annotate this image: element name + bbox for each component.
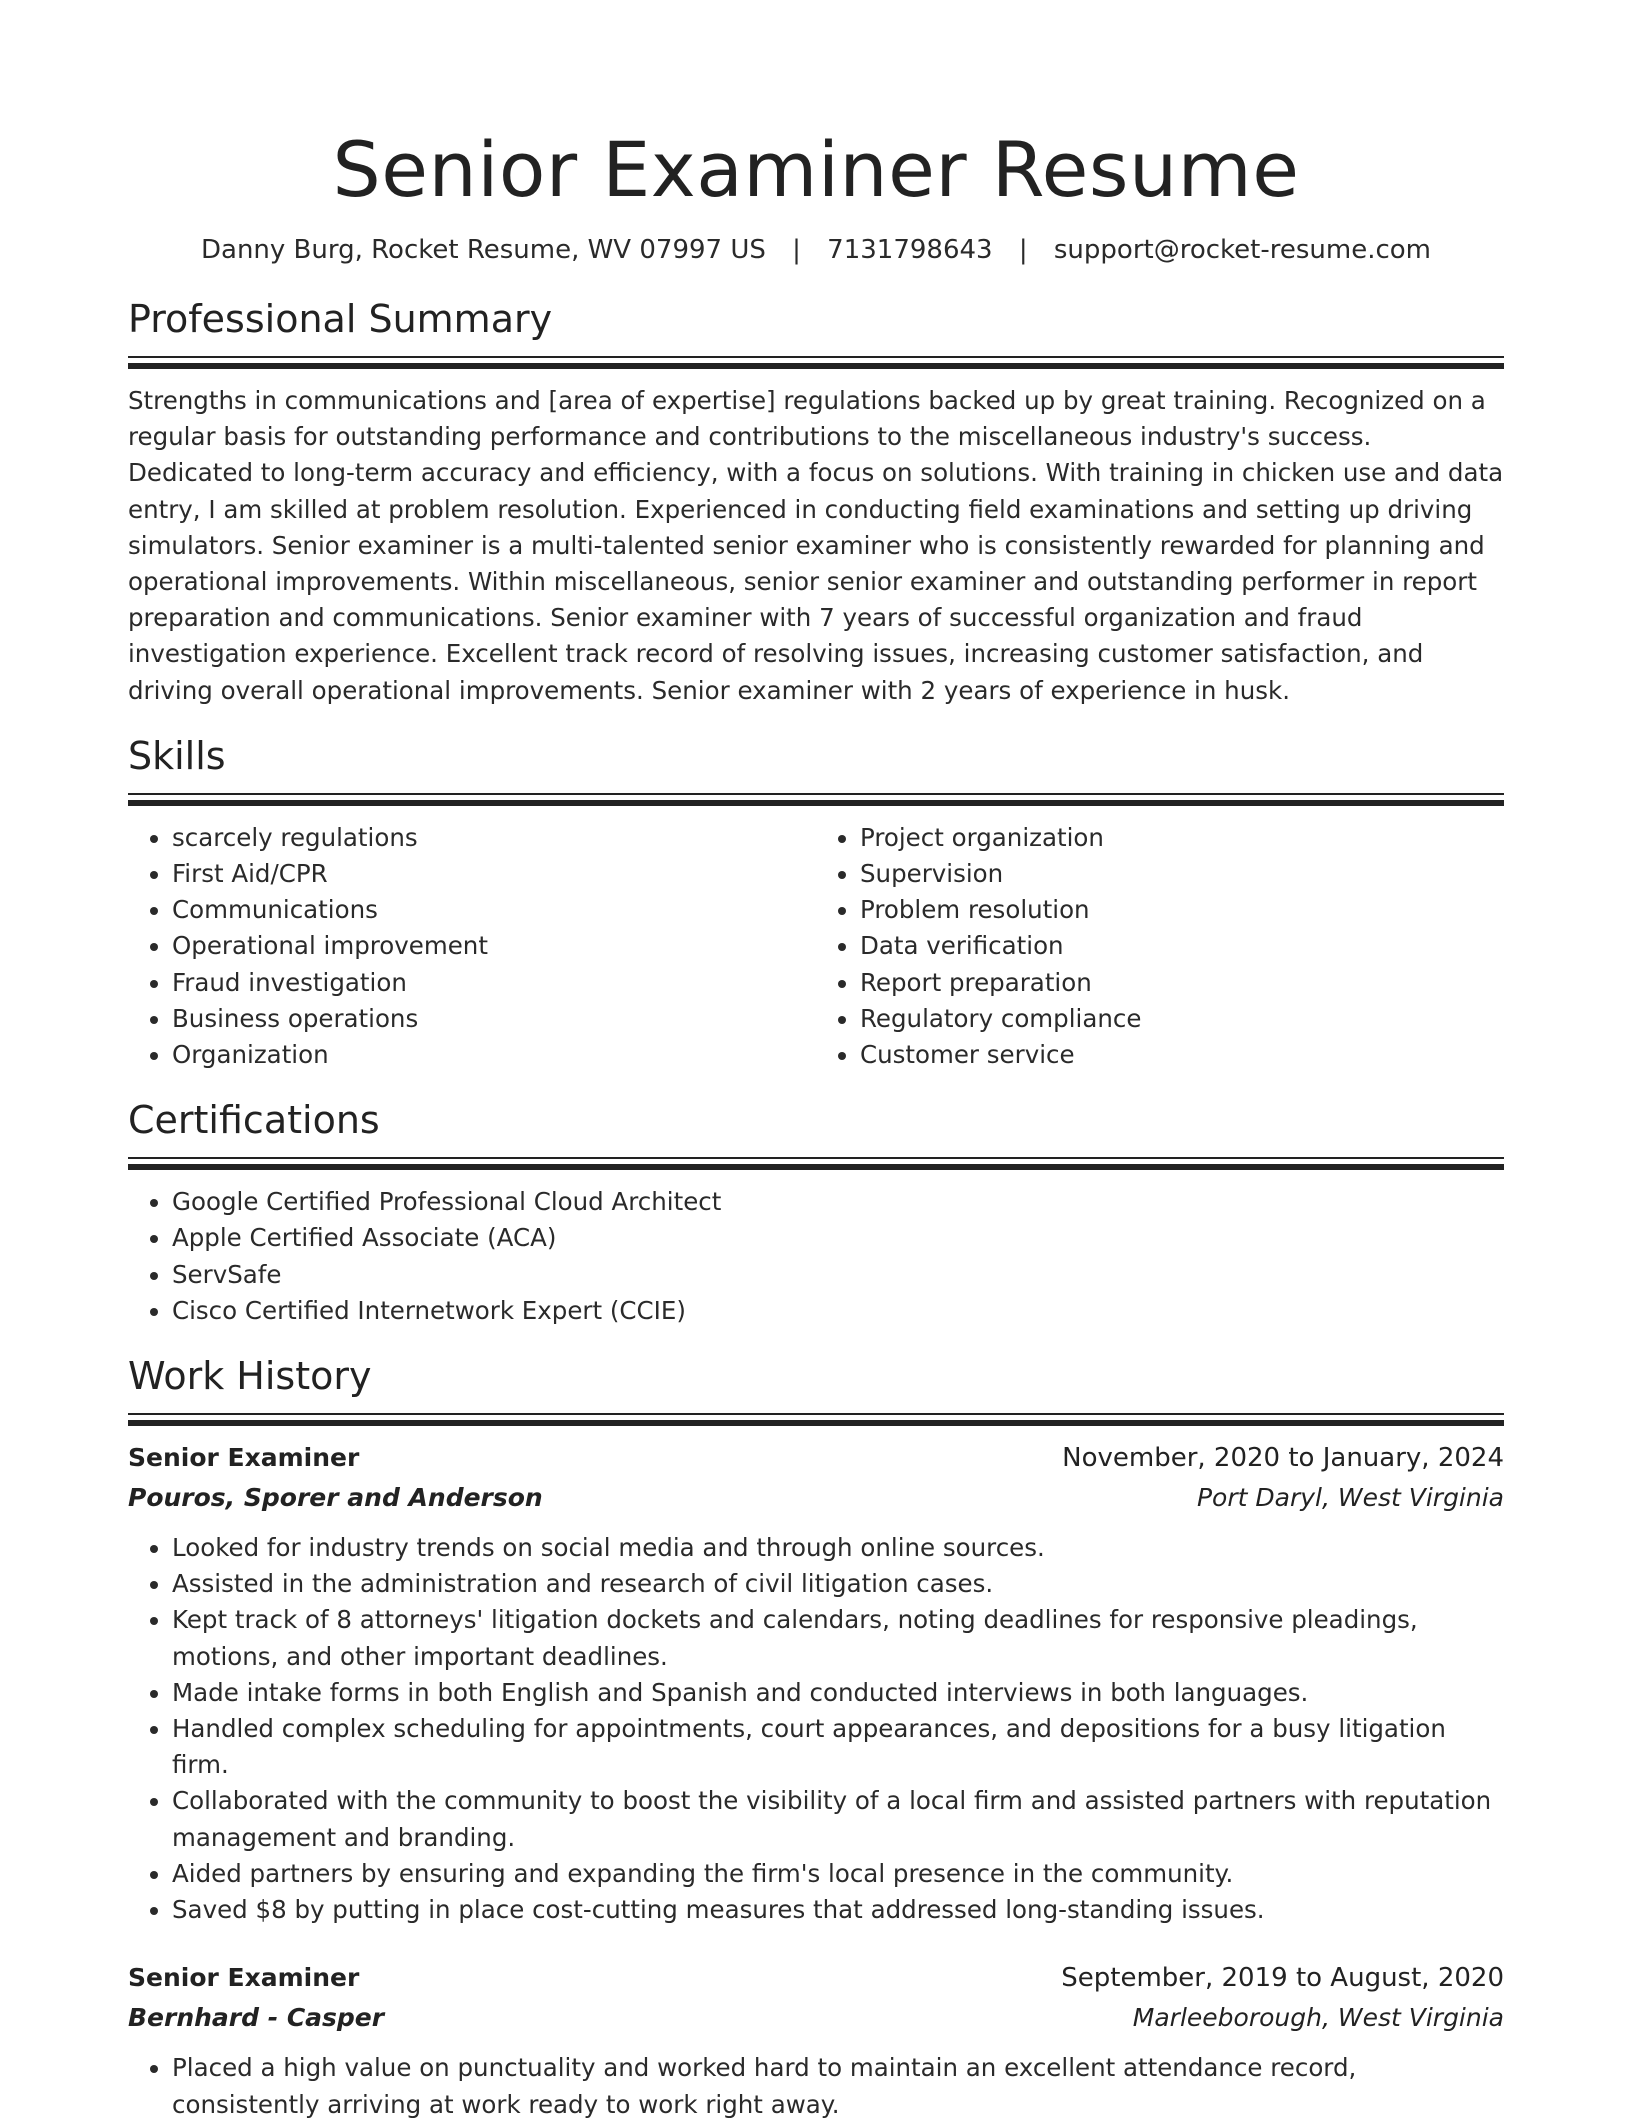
work-history-section [128,1351,1504,2123]
skill-item: • Project organization [860,820,1504,856]
skill-item: • Business operations [172,1001,816,1037]
job-company: Pouros, Sporer and Anderson [128,1483,543,1513]
job-subheader [128,1998,1504,2038]
summary-heading: Professional Summary [128,297,553,341]
contact-line [128,232,1504,268]
certifications-heading: Certifications [128,1098,380,1143]
certification-item: • Google Certified Professional Cloud Architect [172,1184,1504,1220]
skills-section [128,731,1504,1073]
contact-email: support@rocket-resume.com [1053,235,1431,265]
job-dates: November, 2020 to January, 2024 [1062,1443,1504,1474]
job-bullet-list [128,1530,1504,1928]
skill-item: • Report preparation [860,965,1504,1001]
contact-separator: | [1018,235,1028,265]
skill-item: • scarcely regulations [172,820,816,856]
contact-phone: 7131798643 [827,235,993,265]
skill-item: • Supervision [860,856,1504,892]
job-location: Marleeborough, West Virginia [1132,2003,1504,2033]
contact-address: Danny Burg, Rocket Resume, WV 07997 US [201,235,766,265]
job-bullet: • Looked for industry trends on social media and through online sources. [172,1530,1504,1566]
job-bullet: • Handled complex scheduling for appointments, court appearances, and depositions for a busy litigation firm. [172,1711,1504,1783]
skill-item: • Organization [172,1037,816,1073]
job-company: Bernhard - Casper [128,2003,385,2033]
skill-item: • Fraud investigation [172,965,816,1001]
skill-item: • Customer service [860,1037,1504,1073]
job-bullet: • Saved $8 by putting in place cost-cutting measures that addressed long-standing issues. [172,1892,1504,1928]
job-entry [128,1438,1504,1928]
job-bullet: • Assisted in the administration and research of civil litigation cases. [172,1566,1504,1602]
skill-item: • Data verification [860,928,1504,964]
job-header [128,1438,1504,1478]
summary-section [128,294,1504,709]
certification-item: • Apple Certified Associate (ACA) [172,1220,1504,1256]
job-header [128,1958,1504,1998]
job-location: Port Daryl, West Virginia [1196,1483,1504,1513]
skill-item: • First Aid/CPR [172,856,816,892]
section-divider [128,1413,1504,1426]
summary-text: Strengths in communications and [area of expertise] regulations backed up by great training. Recognized on a regular basis for outstanding performance and contributions to the miscellaneous industry's success. Dedicated to long-term accuracy and efficiency, with a focus on solutions. With training in chicken use and data entry, I am skilled at problem resolution. Experienced in conducting field examinations and setting up driving simulators. Senior examiner is a multi-talented senior examiner who is consistently rewarded for planning and operational improvements. Within miscellaneous, senior senior examiner and outstanding performer in report preparation and communications. Senior examiner with 7 years of successful organization and fraud investigation experience. Excellent track record of resolving issues, increasing customer satisfaction, and driving overall operational improvements. Senior examiner with 2 years of experience in husk. [128,386,1504,705]
skills-list-right [816,820,1504,1073]
certification-item: • ServSafe [172,1257,1504,1293]
skill-item: • Problem resolution [860,892,1504,928]
skills-columns [128,820,1504,1073]
certifications-section [128,1095,1504,1329]
certification-item: • Cisco Certified Internetwork Expert (CCIE) [172,1293,1504,1329]
job-dates: September, 2019 to August, 2020 [1061,1963,1504,1994]
job-bullet: • Kept track of 8 attorneys' litigation dockets and calendars, noting deadlines for responsive pleadings, motions, and other important deadlines. [172,1602,1504,1674]
job-bullet: • Aided partners by ensuring and expanding the firm's local presence in the community. [172,1856,1504,1892]
section-divider [128,356,1504,369]
job-title: Senior Examiner [128,1963,360,1993]
work-history-heading: Work History [128,1354,372,1399]
contact-separator: | [792,235,801,265]
skills-heading: Skills [128,733,226,778]
resume-title: Senior Examiner Resume [332,125,1300,214]
skill-item: • Operational improvement [172,928,816,964]
skills-list-left [128,820,816,1073]
certifications-list [128,1184,1504,1329]
section-divider [128,793,1504,806]
job-bullet: • Collaborated with the community to boost the visibility of a local firm and assisted partners with reputation management and branding. [172,1783,1504,1855]
resume-page [128,0,1504,2123]
job-subheader [128,1478,1504,1518]
skill-item: • Regulatory compliance [860,1001,1504,1037]
job-title: Senior Examiner [128,1443,360,1473]
job-entry [128,1958,1504,2122]
job-bullet: • Made intake forms in both English and Spanish and conducted interviews in both languages. [172,1675,1504,1711]
skill-item: • Communications [172,892,816,928]
job-bullet: • Placed a high value on punctuality and worked hard to maintain an excellent attendance record, consistently arriving at work ready to work right away. [172,2050,1504,2122]
section-divider [128,1157,1504,1170]
